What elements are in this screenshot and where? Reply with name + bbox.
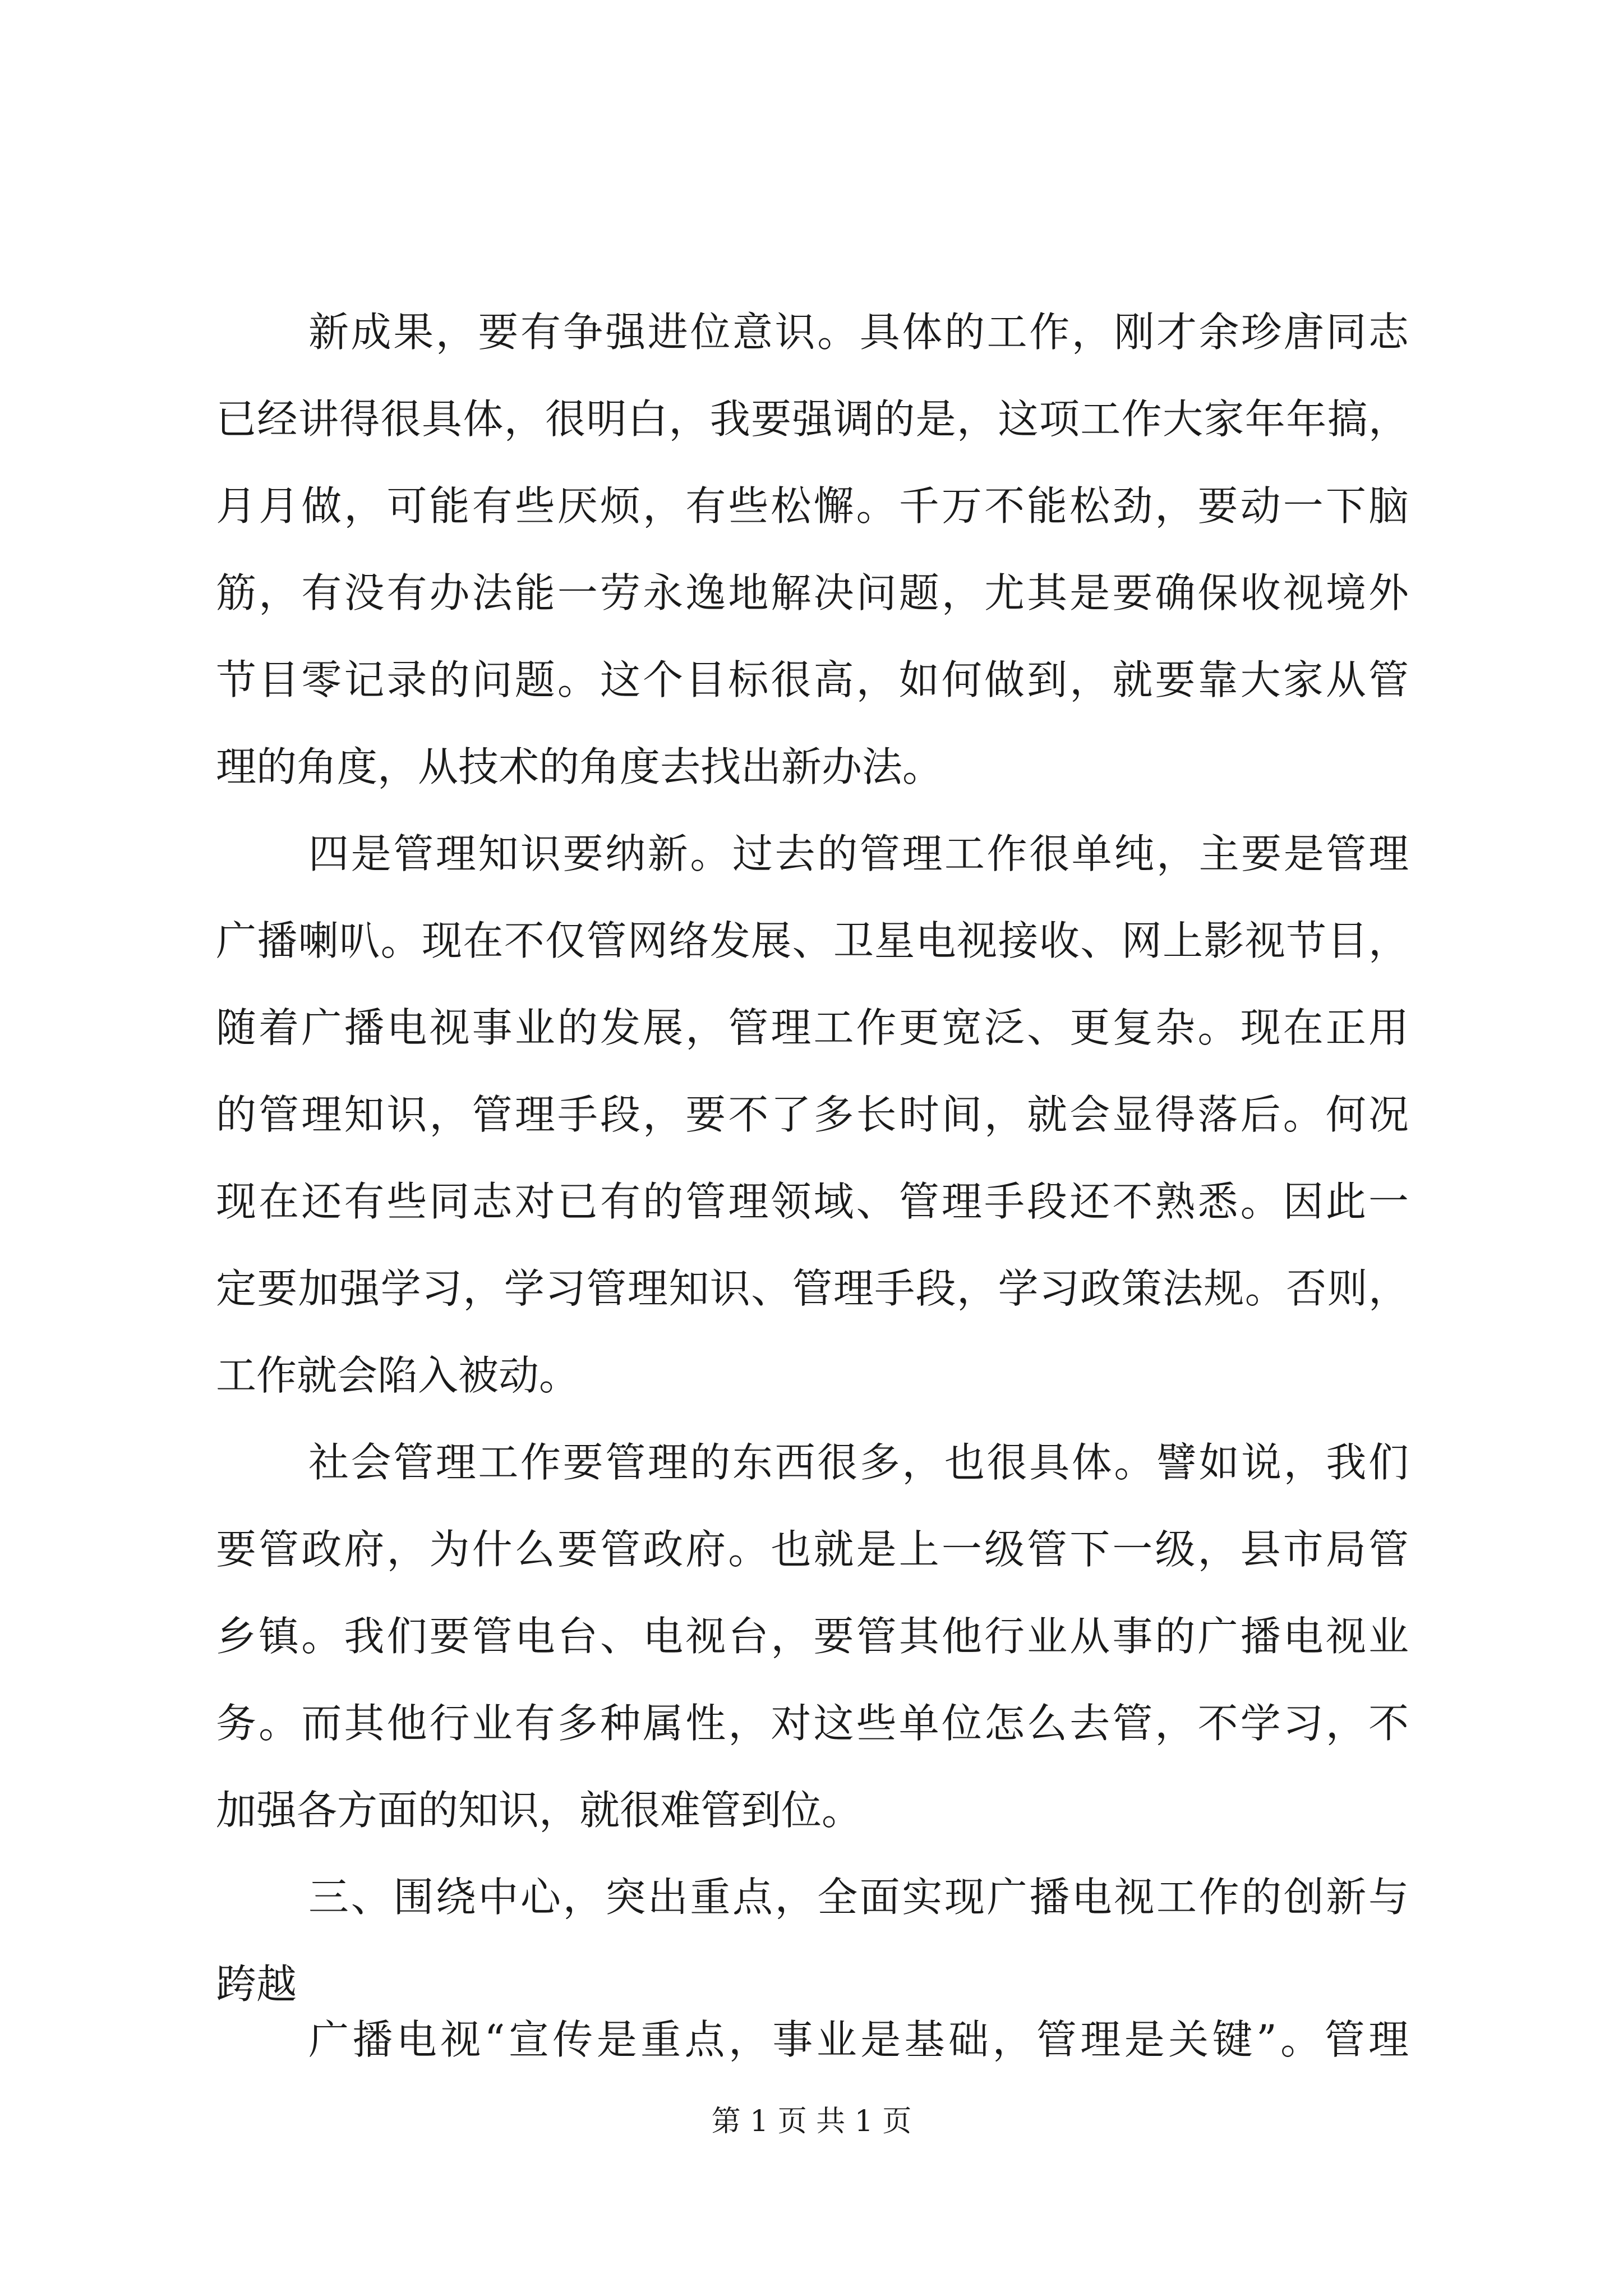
text-line: 定要加强学习，学习管理知识、管理手段，学习政策法规。否则， bbox=[216, 1265, 1409, 1312]
text-line: 工作就会陷入被动。 bbox=[216, 1352, 580, 1399]
text-line: 月月做，可能有些厌烦，有些松懈。千万不能松劲，要动一下脑 bbox=[216, 482, 1409, 530]
text-line: 广播电视“宣传是重点，事业是基础，管理是关键”。管理 bbox=[308, 2016, 1409, 2063]
text-line: 已经讲得很具体，很明白，我要强调的是，这项工作大家年年搞， bbox=[216, 395, 1409, 443]
text-line: 节目零记录的问题。这个目标很高，如何做到，就要靠大家从管 bbox=[216, 656, 1409, 703]
text-line: 理的角度，从技术的角度去找出新办法。 bbox=[216, 743, 943, 790]
page-footer: 第 1 页 共 1 页 bbox=[711, 2105, 912, 2138]
text-line: 随着广播电视事业的发展，管理工作更宽泛、更复杂。现在正用 bbox=[216, 1004, 1409, 1051]
section-heading-line: 三、围绕中心，突出重点，全面实现广播电视工作的创新与 bbox=[308, 1874, 1409, 1921]
text-line: 四是管理知识要纳新。过去的管理工作很单纯，主要是管理 bbox=[308, 830, 1409, 877]
text-line: 现在还有些同志对已有的管理领域、管理手段还不熟悉。因此一 bbox=[216, 1178, 1409, 1225]
text-line: 新成果，要有争强进位意识。具体的工作，刚才余珍唐同志 bbox=[308, 309, 1409, 356]
text-line: 的管理知识，管理手段，要不了多长时间，就会显得落后。何况 bbox=[216, 1091, 1409, 1138]
text-line: 社会管理工作要管理的东西很多，也很具体。譬如说，我们 bbox=[308, 1439, 1409, 1486]
text-line: 筋，有没有办法能一劳永逸地解决问题，尤其是要确保收视境外 bbox=[216, 569, 1409, 616]
text-line: 广播喇叭。现在不仅管网络发展、卫星电视接收、网上影视节目， bbox=[216, 917, 1409, 964]
text-line: 乡镇。我们要管电台、电视台，要管其他行业从事的广播电视业 bbox=[216, 1613, 1409, 1660]
section-heading-line: 跨越 bbox=[216, 1961, 297, 2008]
text-line: 要管政府，为什么要管政府。也就是上一级管下一级，县市局管 bbox=[216, 1526, 1409, 1573]
text-line: 加强各方面的知识，就很难管到位。 bbox=[216, 1787, 863, 1834]
text-line: 务。而其他行业有多种属性，对这些单位怎么去管，不学习，不 bbox=[216, 1700, 1409, 1747]
